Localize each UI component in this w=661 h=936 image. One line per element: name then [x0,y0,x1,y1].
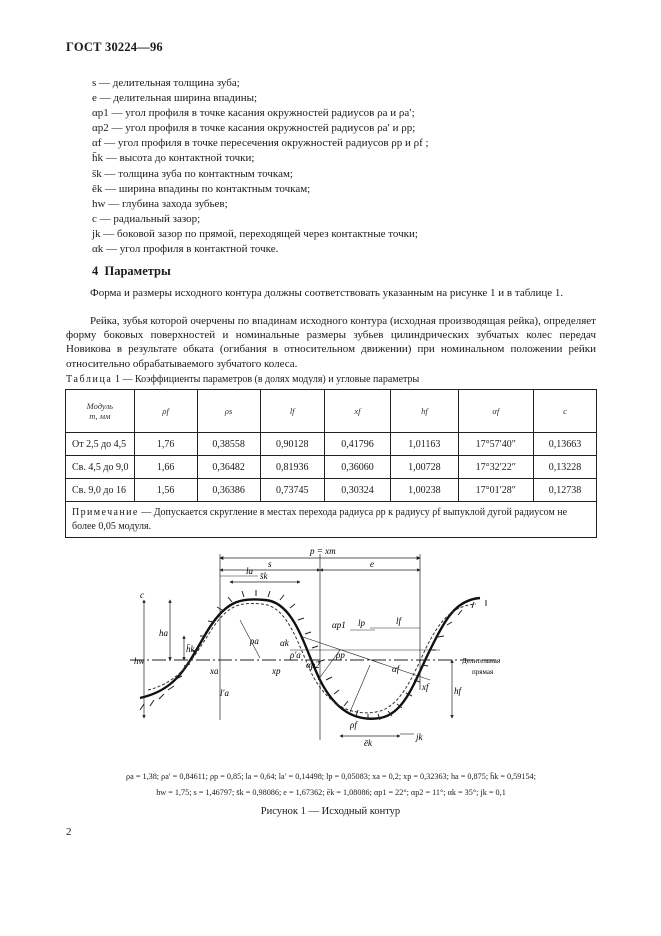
section-number: 4 [92,264,99,278]
pitch-line-label: прямая [472,668,494,676]
table-cell: 0,41796 [324,433,390,456]
definition-item: ēk — ширина впадины по контактным точкам; [92,182,311,195]
definition-item: αf — угол профиля в точке пересечения окружностей радиусов ρp и ρf ; [92,137,429,150]
table-cell: Св. 4,5 до 9,0 [66,456,135,479]
contact-line [300,636,430,680]
label-la-prime: l′a [220,688,229,698]
figure-parameters: hw = 1,75; s = 1,46797; s̄k = 0,98086; e = 1,67362; ēk = 1,08086; αp1 = 22°; αp2 = 11°; αk = 35°; jk = 0,1 [156,788,506,797]
label-c: c [140,590,144,600]
table-note [66,502,597,538]
table-cell: 0,81936 [260,456,324,479]
figure-caption: Рисунок 1 — Исходный контур [260,806,401,817]
paragraph: Рейка, зубья которой очерчены по впадинам исходного контура (исходная производящая рейка), определяет форму боковых поверхностей и номинальные размеры зубьев цилиндрических зубчатых колес передач Новикова в результате обката (огибания в относительном движении) при номинальном положении рейки относительно обрабатываемого зубчатого колеса. [66,315,596,370]
label-hw: hw [134,656,145,666]
table-header-cell: Модуль m, мм [66,390,135,433]
definition-item: αp2 — угол профиля в точке касания окружностей радиусов ρa′ и ρp; [92,122,416,135]
table-caption-label: Таблица [66,374,113,385]
rack-profile-curve [140,598,480,719]
label-rho-a: ρa [250,636,259,646]
label-alpha-p2: αp2 [306,660,320,670]
table-row [66,433,597,456]
table-cell: 0,38558 [197,433,260,456]
label-rho-f: ρf [350,720,357,730]
section-title: Параметры [104,264,171,278]
label-s: s [268,559,272,569]
table-header-cell: lf [260,390,324,433]
table-header-cell: xf [324,390,390,433]
label-rho-p: ρp [336,650,345,660]
definition-item: s — делительная толщина зуба; [92,77,240,89]
figure-parameters: ρa = 1,38; ρa′ = 0,84611; ρp = 0,85; la = 0,64; la′ = 0,14498; lp = 0,05083; xa = 0,2; xp = 0,32363; ha = 0,875; h̄k = 0,59154; [126,772,536,781]
table-cell: 0,12738 [534,479,597,502]
label-rho-a-prime: ρ′a [290,650,301,660]
table-cell: 1,66 [134,456,197,479]
label-xp: xp [272,666,281,676]
table-row [66,456,597,479]
table-cell: 0,36482 [197,456,260,479]
table-header-cell: ρs [197,390,260,433]
label-lf: lf [396,616,402,626]
label-pitch: p = xm [310,546,336,556]
parameters-table [65,389,597,538]
label-alpha-p1: αp1 [332,620,346,630]
table-cell: 1,00238 [391,479,459,502]
label-alpha-k: αk [280,638,289,648]
definition-item: e — делительная ширина впадины; [92,92,258,105]
label-ek: ēk [364,738,372,748]
page-number: 2 [66,826,72,838]
table-header-cell: c [534,390,597,433]
table-header-cell: αf [458,390,533,433]
table-cell: 17°32′22″ [458,456,533,479]
definition-item: h̄k — высота до контактной точки; [92,152,255,165]
section-heading [92,264,171,279]
table-cell: 1,76 [134,433,197,456]
table-cell: 0,13228 [534,456,597,479]
label-hk: h̄k [186,644,195,654]
definition-item: c — радиальный зазор; [92,212,201,225]
definition-item: hw — глубина захода зубьев; [92,197,228,210]
table-note-row [66,502,597,538]
definition-item: jk — боковой зазор по прямой, переходящей через контактные точки; [92,227,418,240]
table-cell: 0,73745 [260,479,324,502]
definition-item: s̄k — толщина зуба по контактным точкам; [92,167,293,180]
table-note-text: — Допускается скругление в местах перехода радиуса ρp к радиусу ρf выпуклой дугой радиусом не более 0,05 модуля. [72,507,568,532]
label-xf: xf [422,682,429,692]
label-lp: lp [358,618,366,628]
table-cell: 1,00728 [391,456,459,479]
table-header-row [66,390,597,433]
source-contour-figure [100,540,530,760]
definition-item: αk — угол профиля в контактной точке. [92,243,279,256]
label-alpha-f: αf [392,664,400,674]
table-cell: 17°57′40″ [458,433,533,456]
page-header: ГОСТ 30224—96 [66,40,163,54]
table-cell: 1,56 [134,479,197,502]
table-cell: Св. 9,0 до 16 [66,479,135,502]
table-cell: 0,90128 [260,433,324,456]
table-cell: От 2,5 до 4,5 [66,433,135,456]
table-note-label: Примечание [72,507,139,518]
table-caption-text: 1 — Коэффициенты параметров (в долях модуля) и угловые параметры [114,374,420,385]
table-cell: 0,36060 [324,456,390,479]
table-cell: 0,36386 [197,479,260,502]
table-row [66,479,597,502]
table-header-cell: ρf [134,390,197,433]
pitch-line-label: Делительная [462,657,501,665]
definitions-list [92,76,612,257]
table-cell: 0,30324 [324,479,390,502]
label-e: e [370,559,374,569]
label-xa: xa [210,666,219,676]
label-jk: jk [416,732,423,742]
table-cell: 0,13663 [534,433,597,456]
table-cell: 1,01163 [391,433,459,456]
label-hf: hf [454,686,462,696]
label-la: la [246,566,254,576]
table-cell: 17°01′28″ [458,479,533,502]
label-ha: ha [159,628,168,638]
definition-item: αp1 — угол профиля в точке касания окружностей радиусов ρa и ρa′; [92,107,415,120]
table-caption [66,374,419,385]
radius-line [350,665,370,712]
label-sk: s̄k [260,571,268,581]
paragraph: Форма и размеры исходного контура должны соответствовать указанным на рисунке 1 и в таблице 1. [90,287,564,299]
table-header-cell: hf [391,390,459,433]
